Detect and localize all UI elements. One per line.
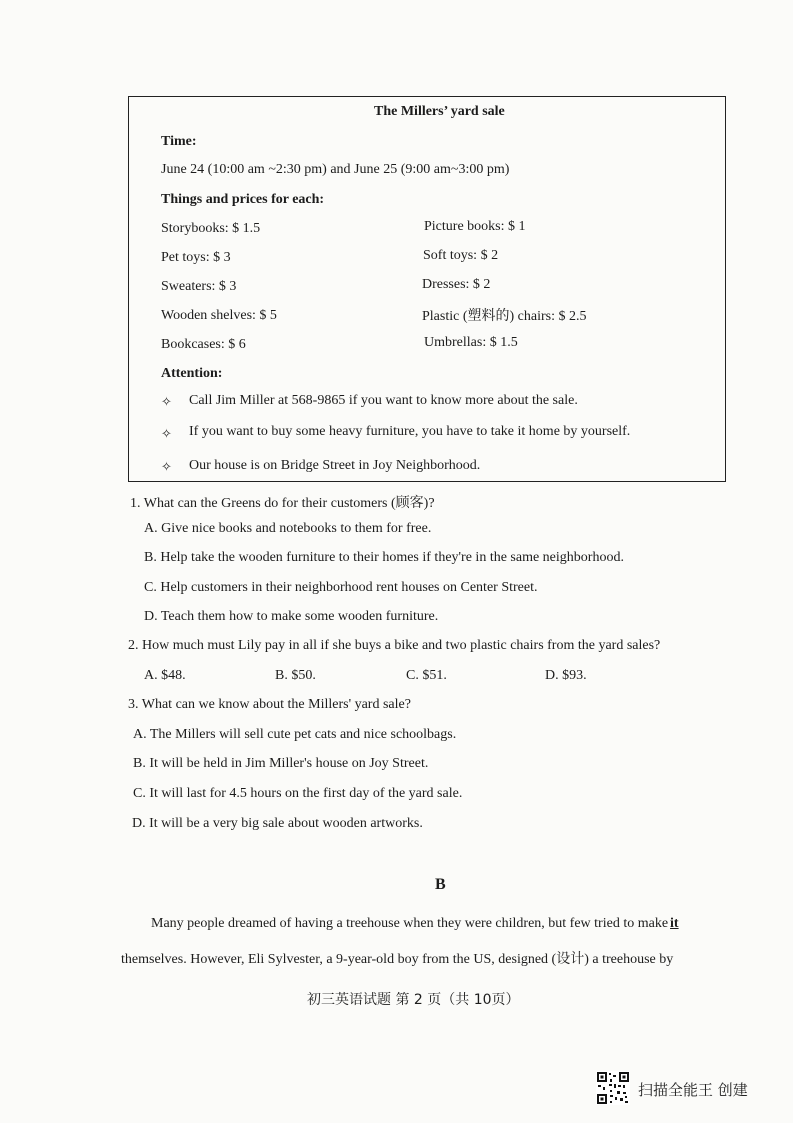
page-footer: 初三英语试题 第 2 页（共 10页）: [307, 992, 520, 1008]
bullet-icon: ✧: [161, 459, 172, 474]
notice-title: The Millers’ yard sale: [374, 104, 505, 119]
item-wooden-shelves: Wooden shelves: $ 5: [161, 308, 277, 323]
item-pet-toys: Pet toys: $ 3: [161, 250, 231, 265]
question-1-stem: 1. What can the Greens do for their customers (顾客)?: [130, 496, 435, 511]
qr-code-icon: [596, 1071, 630, 1105]
question-3-option-c: C. It will last for 4.5 hours on the first day of the yard sale.: [133, 786, 463, 801]
item-bookcases: Bookcases: $ 6: [161, 337, 246, 352]
item-storybooks: Storybooks: $ 1.5: [161, 221, 261, 236]
item-plastic-chairs: Plastic (塑料的) chairs: $ 2.5: [422, 309, 587, 324]
question-2-option-d: D. $93.: [545, 668, 587, 683]
question-2-stem: 2. How much must Lily pay in all if she buys a bike and two plastic chairs from the yard sales?: [128, 638, 661, 653]
item-picture-books: Picture books: $ 1: [424, 219, 526, 234]
item-umbrellas: Umbrellas: $ 1.5: [424, 335, 518, 350]
question-1-option-d: D. Teach them how to make some wooden furniture.: [144, 609, 439, 624]
question-1-option-b: B. Help take the wooden furniture to their homes if they're in the same neighborhood.: [144, 550, 624, 565]
question-3-option-d: D. It will be a very big sale about wooden artworks.: [132, 816, 423, 831]
passage-line-1: [151, 916, 679, 932]
question-2-option-b: B. $50.: [275, 668, 316, 683]
bullet-icon: ✧: [161, 426, 172, 441]
passage-line-1-text: Many people dreamed of having a treehouse when they were children, but few tried to make: [151, 916, 669, 931]
question-3-option-b: B. It will be held in Jim Miller's house on Joy Street.: [133, 756, 429, 771]
attention-item: If you want to buy some heavy furniture, you have to take it home by yourself.: [189, 424, 631, 439]
question-1-option-c: C. Help customers in their neighborhood rent houses on Center Street.: [144, 580, 538, 595]
scanner-watermark: 扫描全能王 创建: [638, 1081, 748, 1099]
item-sweaters: Sweaters: $ 3: [161, 279, 237, 294]
question-3-option-a: A. The Millers will sell cute pet cats and nice schoolbags.: [133, 727, 457, 742]
attention-item: Call Jim Miller at 568-9865 if you want to know more about the sale.: [189, 393, 578, 408]
question-2-option-c: C. $51.: [406, 668, 447, 683]
item-soft-toys: Soft toys: $ 2: [423, 248, 499, 263]
attention-item: Our house is on Bridge Street in Joy Neighborhood.: [189, 458, 481, 473]
section-b-heading: B: [435, 876, 446, 893]
item-dresses: Dresses: $ 2: [422, 277, 491, 292]
attention-heading: Attention:: [161, 366, 223, 381]
question-1-option-a: A. Give nice books and notebooks to them for free.: [144, 521, 432, 536]
passage-line-2: themselves. However, Eli Sylvester, a 9-year-old boy from the US, designed (设计) a treehouse by: [121, 952, 674, 967]
bullet-icon: ✧: [161, 394, 172, 409]
underlined-word: it: [670, 916, 679, 931]
things-heading: Things and prices for each:: [161, 192, 325, 207]
question-3-stem: 3. What can we know about the Millers' yard sale?: [128, 697, 411, 712]
time-heading: Time:: [161, 134, 197, 149]
time-text: June 24 (10:00 am ~2:30 pm) and June 25 (9:00 am~3:00 pm): [161, 162, 510, 177]
question-2-option-a: A. $48.: [144, 668, 186, 683]
